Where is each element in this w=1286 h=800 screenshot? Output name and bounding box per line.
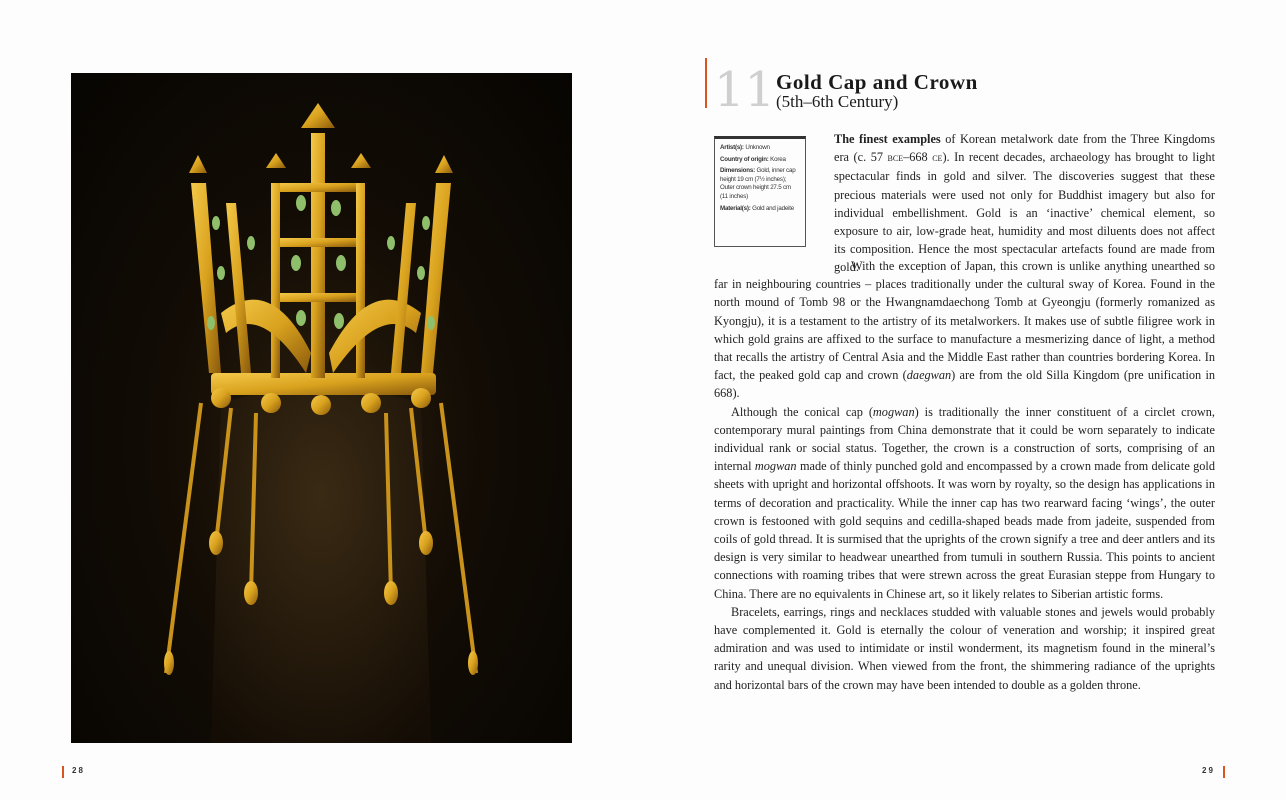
paragraph-3: Although the conical cap (mogwan) is traditionally the inner constituent of a circlet crown, contemporary mural paintings from China demonstrate that it could be worn separately to indicate individual rank or social status. Together, the crown is a construction of sorts, comprising of an internal mogwan made of thinly punched gold and encompassed by a crown made from delicate gold sheets with upright and horizontal offshoots. It was worn by royalty, so the design has applications in terms of decoration and practicality. While the inner cap has two rearward facing ‘wings’, the outer crown is festooned with gold sequins and cedilla-shaped beads made from jadeite, suspended from coils of gold thread. It is surmised that the uprights of the crown signify a tree and deer antlers and its design is very similar to headwear unearthed from tumuli in southern Russia. This points to ancient connections with roaming tribes that were strewn across the great Eurasian steppe from Hungary to China. There are no equivalents in Chinese art, so it likely relates to Siberian artistic forms.	[714, 404, 1215, 601]
info-country: Country of origin: Korea	[720, 155, 786, 163]
page-number-right: 29	[1202, 766, 1225, 778]
paragraph-2: With the exception of Japan, this crown is unlike anything unearthed so far in neighbouring countries – places traditionally under the cultural sway of Korea. Found in the north mound of Tomb 98 or the Hwangnamdaechong Tomb at Gyeongju (formerly romanized as Kyongju), it is a testament to the artistry of its metalworkers. It makes use of subtle filigree work in which gold grains are affixed to the surface to manufacture a mesmerizing dance of light, a method that recalls the artistry of Central Asia and the Middle East rather than countries bordering Korea. In fact, the peaked gold cap and crown (daegwan) are from the old Silla Kingdom (pre unification in 668).	[714, 259, 1216, 401]
entry-title: Gold Cap and Crown	[776, 70, 978, 94]
info-artist: Artist(s): Unknown	[720, 144, 770, 151]
body-column	[714, 257, 1215, 694]
crown-illustration	[71, 73, 572, 743]
page-number-left: 28	[62, 766, 85, 778]
intro-paragraph	[834, 130, 1215, 277]
paragraph-4: Bracelets, earrings, rings and necklaces studded with valuable stones and jewels would probably have complemented it. Gold is eternally the colour of veneration and worship; it inspired great admiration and was used to intimidate or instil wonderment, its magnetism found in the mineral’s rarity and unequal division. When viewed from the front, the shimmering radiance of the uprights and horizontal bars of the crown may have been intended to double as a golden throne.	[714, 604, 1215, 692]
paragraph-1: The finest examples of Korean metalwork date from the Three Kingdoms era (c. 57 bce–668 ce). In recent decades, archaeology has brought to light spectacular finds in gold and silver. The discoveries suggest that these precious materials were used not only for Buddhist imagery but also for individual embellishment. Gold is an ‘inactive’ chemical element, so exposure to air, low-grade heat, humidity and most diluents does not affect its composition. Hence the most spectacular artefacts found are made from gold.	[834, 132, 1215, 275]
entry-number: 11	[714, 62, 776, 118]
pedestal	[211, 388, 431, 743]
crown-photograph	[71, 73, 572, 743]
info-box	[714, 136, 806, 247]
info-dimensions: Dimensions: Gold, inner cap height 19 cm (7½ inches); Outer crown height 27.5 cm (11 inches)	[720, 167, 796, 200]
info-material: Material(s): Gold and jadeite	[720, 204, 795, 212]
entry-subtitle: (5th–6th Century)	[776, 92, 899, 111]
title-accent-bar	[705, 58, 707, 108]
